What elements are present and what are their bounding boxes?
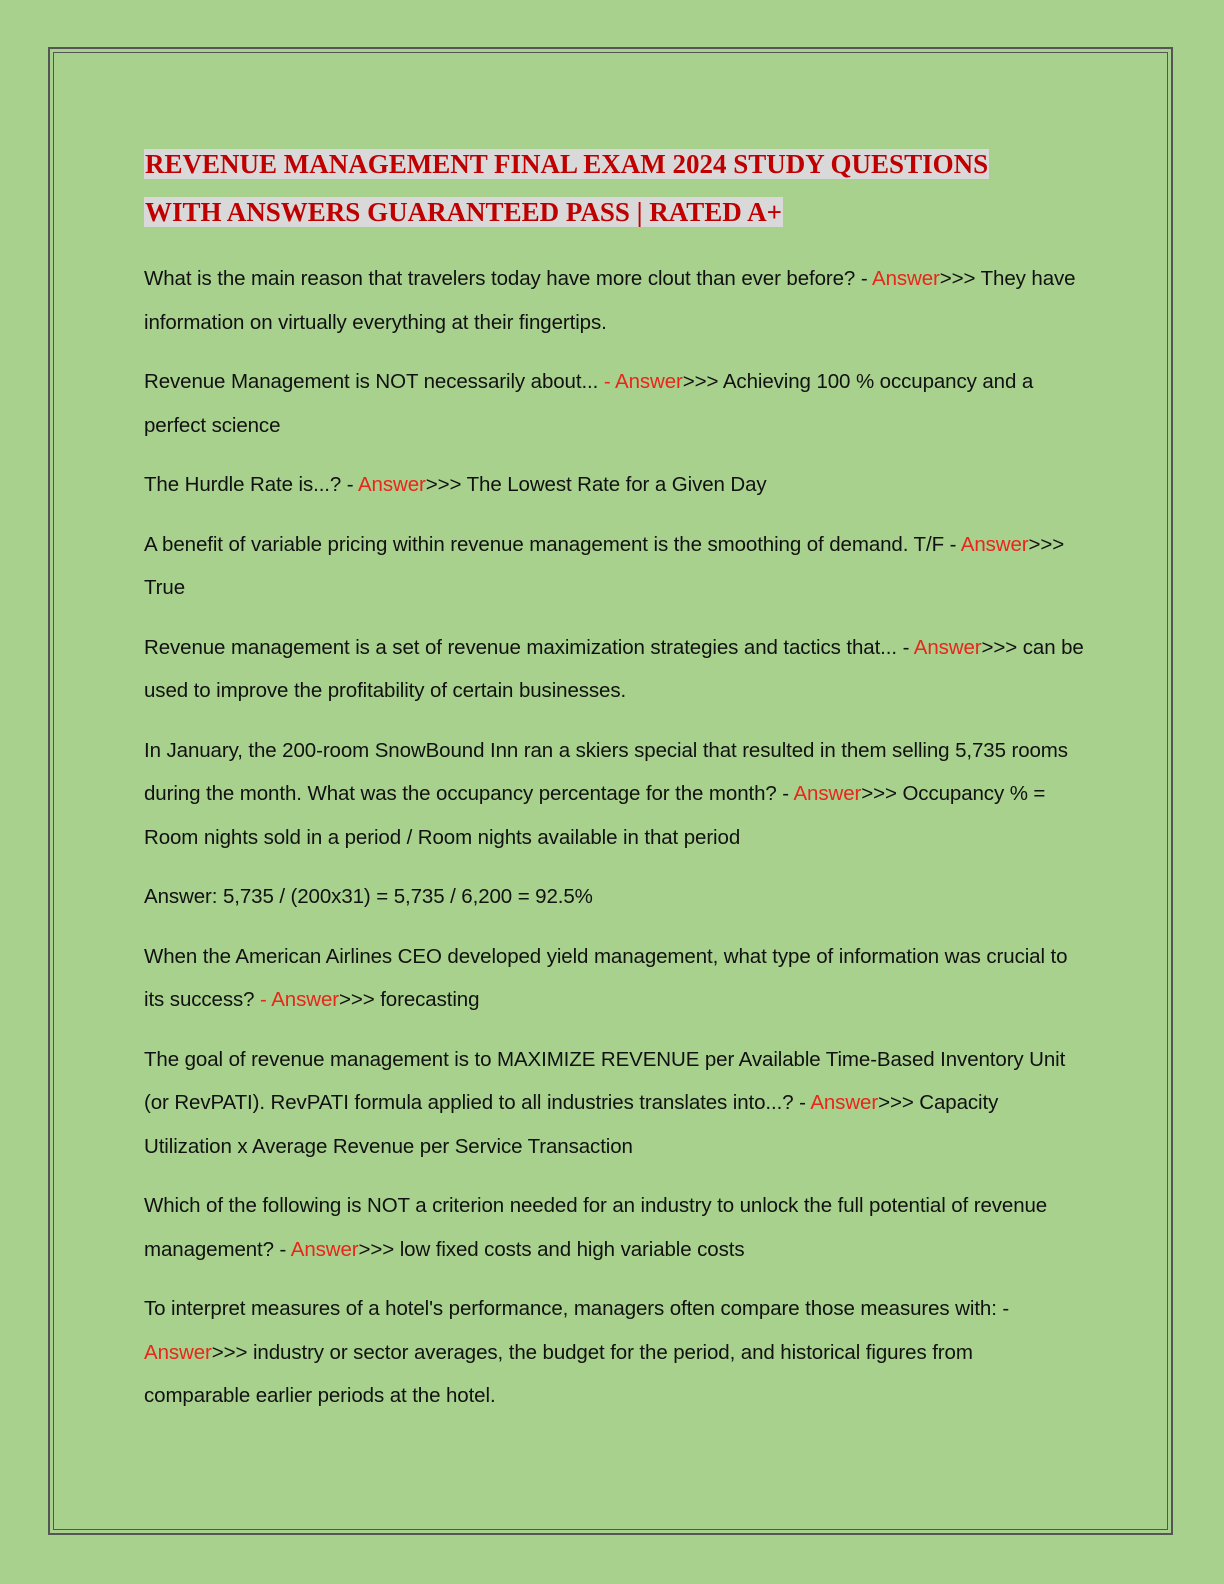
answer-label: Answer (913, 635, 982, 659)
qa-item-8 (144, 935, 1084, 1022)
answer-text: >>> can be used to improve the profitability of certain businesses. (144, 635, 1084, 702)
qa-item-11 (144, 1287, 1084, 1418)
answer-label: Answer (144, 1340, 212, 1364)
answer-text: >>> Occupancy % = Room nights sold in a period / Room nights available in that period (144, 782, 1046, 849)
answer-text: >>> They have information on virtually everything at their fingertips. (144, 267, 1076, 334)
document-title (144, 140, 1084, 236)
qa-item-3 (144, 463, 1084, 507)
qa-item-9 (144, 1038, 1084, 1169)
question-text: Revenue Management is NOT necessarily about... (144, 370, 604, 393)
document-body (144, 140, 1084, 1434)
answer-text: >>> True (144, 532, 1065, 599)
calculation-text: Answer: 5,735 / (200x31) = 5,735 / 6,200 = 92.5% (144, 885, 593, 908)
question-text: When the American Airlines CEO developed yield management, what type of information was crucial to its success? (144, 944, 1068, 1011)
question-text: The goal of revenue management is to MAXIMIZE REVENUE per Available Time-Based Inventory Unit (or RevPATI). RevPATI formula applied to all industries translates into...? - (144, 1047, 1066, 1114)
answer-label: - Answer (603, 370, 683, 393)
answer-label: Answer (872, 267, 940, 290)
answer-label: Answer (960, 532, 1029, 556)
title-line-1: REVENUE MANAGEMENT FINAL EXAM 2024 STUDY QUESTIONS (145, 149, 989, 179)
answer-text: >>> Capacity Utilization x Average Revenue per Service Transaction (144, 1091, 999, 1158)
qa-item-1 (144, 257, 1084, 344)
answer-label: Answer (357, 473, 426, 496)
answer-text: >>> industry or sector averages, the budget for the period, and historical figures from comparable earlier periods at the hotel. (144, 1340, 973, 1407)
answer-text: >>> low fixed costs and high variable costs (358, 1237, 745, 1261)
question-text: What is the main reason that travelers today have more clout than ever before? - (144, 267, 873, 290)
qa-item-4 (144, 523, 1084, 610)
question-text: A benefit of variable pricing within revenue management is the smoothing of demand. T/F - (144, 532, 961, 556)
answer-text: >>> forecasting (339, 988, 480, 1011)
qa-item-2 (144, 360, 1084, 447)
question-text: In January, the 200-room SnowBound Inn ran a skiers special that resulted in them selling 5,735 rooms during the month. What was the occupancy percentage for the month? - (144, 738, 1068, 805)
qa-item-7 (144, 875, 1084, 919)
question-text: Which of the following is NOT a criterion needed for an industry to unlock the full potential of revenue management? - (144, 1194, 1048, 1261)
qa-item-10 (144, 1184, 1084, 1271)
question-text: The Hurdle Rate is...? - (144, 473, 358, 496)
answer-label: Answer (290, 1237, 359, 1261)
answer-label: Answer (810, 1091, 879, 1114)
answer-label: Answer (793, 782, 862, 805)
title-line-2: WITH ANSWERS GUARANTEED PASS | RATED A+ (145, 197, 782, 227)
question-text: To interpret measures of a hotel's performance, managers often compare those measures with: - (144, 1297, 1010, 1320)
qa-item-5 (144, 626, 1084, 713)
answer-label: - Answer (260, 988, 339, 1011)
answer-text: >>> Achieving 100 % occupancy and a perfect science (144, 370, 1034, 437)
answer-text: >>> The Lowest Rate for a Given Day (425, 473, 767, 496)
question-text: Revenue management is a set of revenue maximization strategies and tactics that... - (144, 635, 914, 659)
qa-item-6 (144, 729, 1084, 860)
